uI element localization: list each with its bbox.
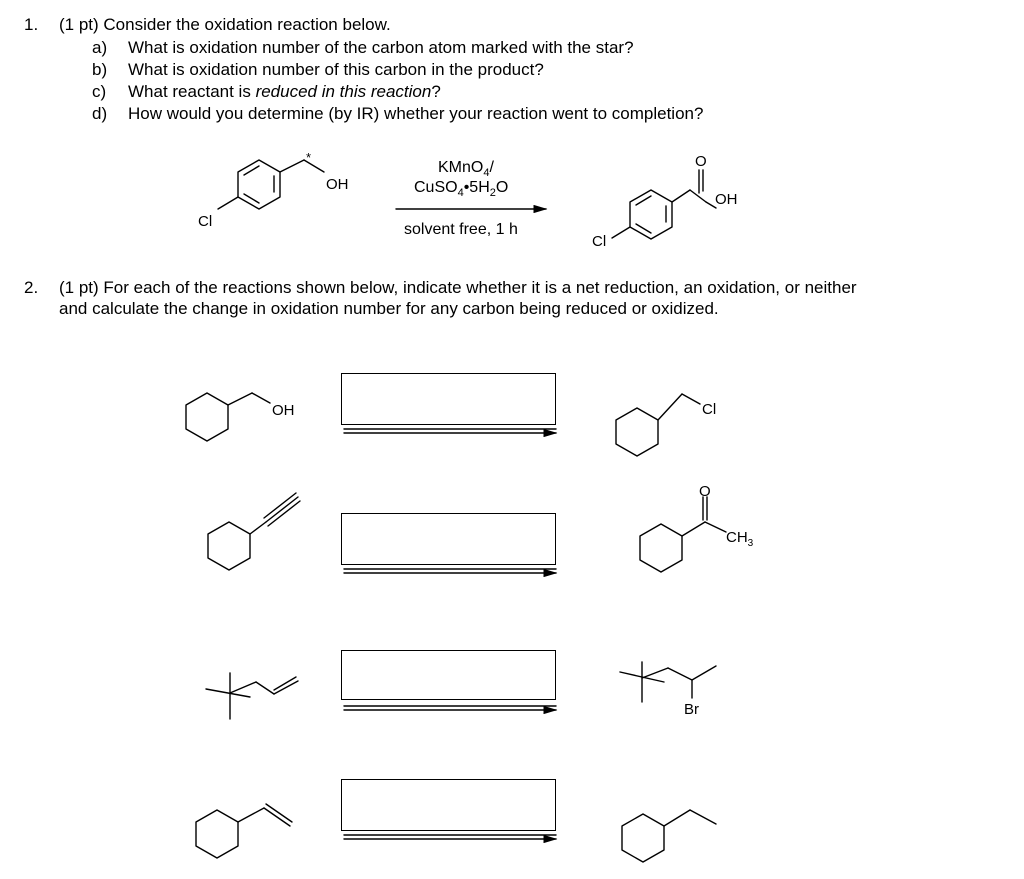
r4-reactant <box>196 804 292 858</box>
r2-product <box>640 497 726 572</box>
q1-part-c-letter: c) <box>92 82 107 101</box>
q1-part-d-text: How would you determine (by IR) whether your reaction went to completion? <box>128 104 704 123</box>
r2-reactant <box>208 493 300 570</box>
reaction-conditions: solvent free, 1 h <box>404 221 518 238</box>
q2-line2: and calculate the change in oxidation number for any carbon being reduced or oxidized. <box>59 299 719 318</box>
q1-part-b-text: What is oxidation number of this carbon in the product? <box>128 60 544 79</box>
r4-product <box>622 810 716 862</box>
reactant-star: * <box>306 150 312 165</box>
q1-heading: (1 pt) Consider the oxidation reaction below. <box>59 15 391 34</box>
reactant-structure <box>218 160 324 209</box>
q1-part-d-letter: d) <box>92 104 108 123</box>
r1-oh: OH <box>272 402 295 419</box>
r3-br: Br <box>684 701 699 718</box>
r2-ch3: $CH_3$ <box>726 529 754 549</box>
r1-reactant <box>186 393 270 441</box>
reagent-kmno4: KMnO$_4$/ <box>438 159 494 179</box>
q1-part-a-letter: a) <box>92 38 108 57</box>
r3-reactant <box>206 673 298 719</box>
product-structure <box>612 170 716 239</box>
reactant-oh: OH <box>326 176 349 193</box>
r2-o: O <box>699 483 711 500</box>
q2-line1: (1 pt) For each of the reactions shown below, indicate whether it is a net reduction, an oxidation, or neither <box>59 278 857 297</box>
r1-product <box>616 394 700 456</box>
reagent-cuso4: $CuSO_4•5H_2O$ <box>414 179 509 199</box>
q2-number: 2. <box>24 278 39 297</box>
q1-number: 1. <box>24 15 39 34</box>
r3-product <box>620 662 716 702</box>
reactant-cl: Cl <box>198 213 213 230</box>
q1-part-c-end: ? <box>431 82 441 101</box>
product-o: O <box>695 153 707 170</box>
q1-part-c-plain: What reactant is <box>128 82 256 101</box>
product-oh: OH <box>715 191 738 208</box>
q1-part-b-letter: b) <box>92 60 108 79</box>
r1-cl: Cl <box>702 401 717 418</box>
q1-part-a-text: What is oxidation number of the carbon atom marked with the star? <box>128 38 634 57</box>
product-cl: Cl <box>592 233 607 250</box>
q1-part-c-italic: reduced in this reaction <box>255 82 432 101</box>
